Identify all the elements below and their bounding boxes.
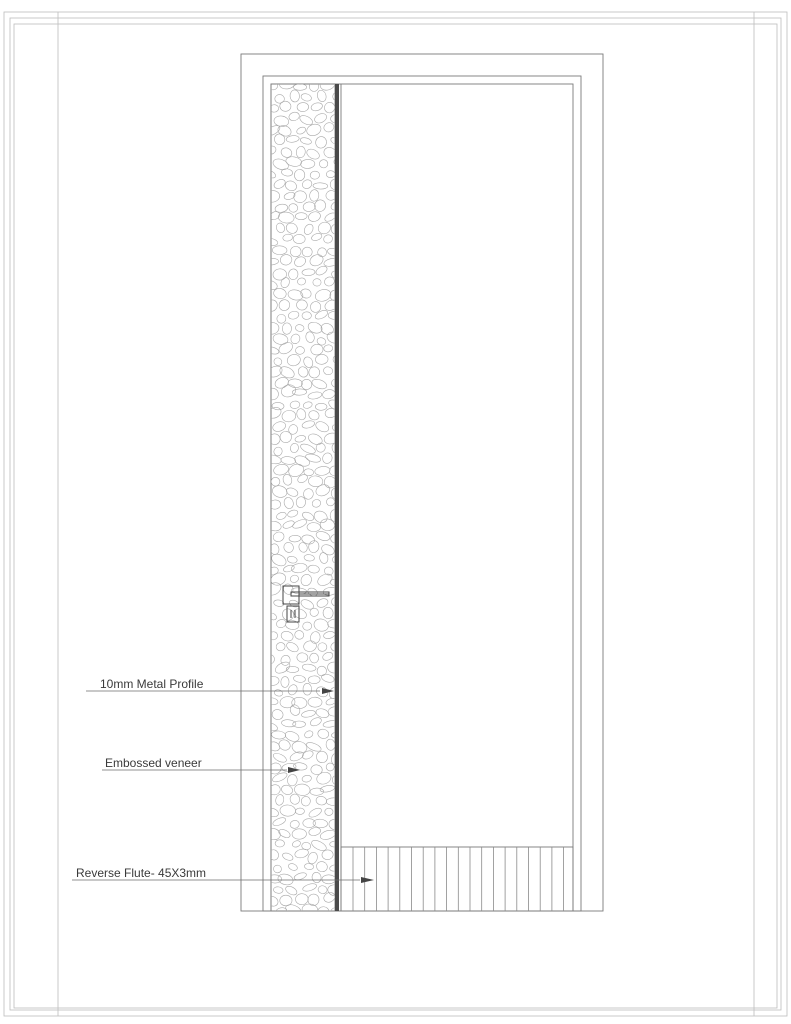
metal-profile — [335, 84, 341, 911]
reverse-flute-label: Reverse Flute- 45X3mm — [76, 866, 207, 880]
flute-arrow — [361, 877, 374, 883]
reverse-flute-panel — [341, 847, 573, 911]
veneer-arrow — [288, 767, 300, 773]
metal-profile-label: 10mm Metal Profile — [100, 677, 204, 691]
flute-lines — [353, 847, 564, 911]
embossed-veneer-panel — [263, 75, 346, 918]
lock-plate-icon — [287, 606, 299, 622]
embossed-veneer-label: Embossed veneer — [105, 756, 202, 770]
pebble-texture — [263, 75, 346, 918]
door-frame — [241, 54, 603, 911]
